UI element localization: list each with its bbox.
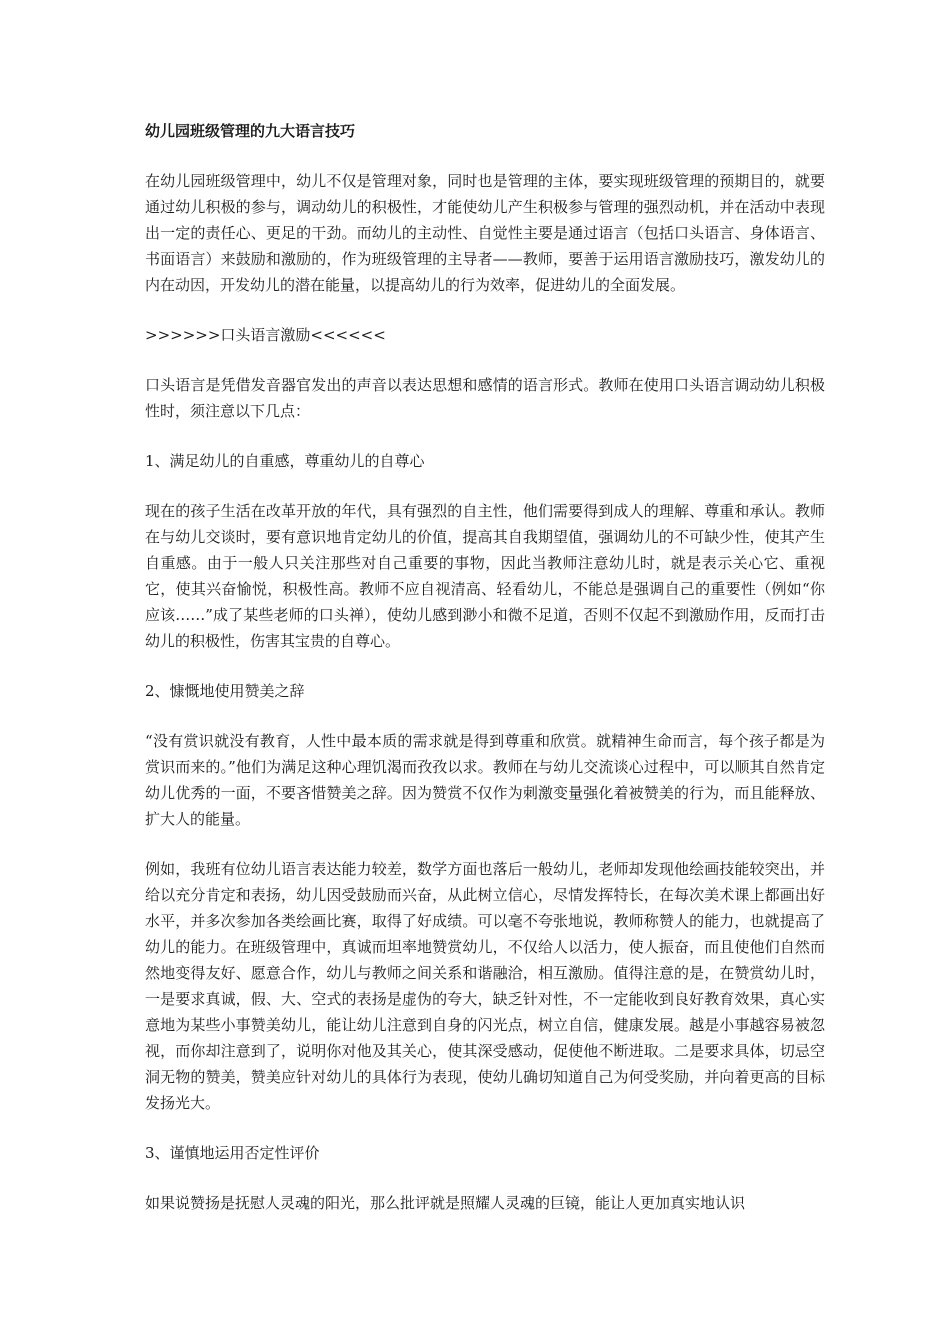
point-1-heading: 1、满足幼儿的自重感，尊重幼儿的自尊心: [145, 452, 425, 470]
point-1-paragraph: 现在的孩子生活在改革开放的年代，具有强烈的自主性，他们需要得到成人的理解、尊重和承认。教师在与幼儿交谈时，要有意识地肯定幼儿的价值，提高其自我期望值，强调幼儿的不可缺少性，使其产生自重感。由于一般人只关注那些对自己重要的事物，因此当教师注意幼儿时，就是表示关心它、重视它，使其兴奋愉悦，积极性高。教师不应自视清高、轻看幼儿，不能总是强调自己的重要性（例如“你应该……”成了某些老师的口头禅），使幼儿感到渺小和微不足道，否则不仅起不到激励作用，反而打击幼儿的积极性，伤害其宝贵的自尊心。: [145, 502, 825, 650]
section-heading-oral-language: >>>>>>口头语言激励<<<<<<: [145, 326, 386, 344]
point-3-heading: 3、谨慎地运用否定性评价: [145, 1144, 320, 1162]
point-2-paragraph-2: 例如，我班有位幼儿语言表达能力较差，数学方面也落后一般幼儿，老师却发现他绘画技能较突出，并给以充分肯定和表扬，幼儿因受鼓励而兴奋，从此树立信心，尽情发挥特长，在每次美术课上都画出好水平，并多次参加各类绘画比赛，取得了好成绩。可以毫不夸张地说，教师称赞人的能力，也就提高了幼儿的能力。在班级管理中，真诚而坦率地赞赏幼儿，不仅给人以活力，使人振奋，而且使他们自然而然地变得友好、愿意合作，幼儿与教师之间关系和谐融洽，相互激励。值得注意的是，在赞赏幼儿时，一是要求真诚，假、大、空式的表扬是虚伪的夸大，缺乏针对性，不一定能收到良好教育效果，真心实意地为某些小事赞美幼儿，能让幼儿注意到自身的闪光点，树立自信，健康发展。越是小事越容易被忽视，而你却注意到了，说明你对他及其关心，使其深受感动，促使他不断进取。二是要求具体，切忌空洞无物的赞美，赞美应针对幼儿的具体行为表现，使幼儿确切知道自己为何受奖励，并向着更高的目标发扬光大。: [145, 860, 825, 1112]
point-2-heading: 2、慷慨地使用赞美之辞: [145, 682, 305, 700]
point-3-paragraph: 如果说赞扬是抚慰人灵魂的阳光，那么批评就是照耀人灵魂的巨镜，能让人更加真实地认识: [145, 1194, 746, 1212]
intro-paragraph: 在幼儿园班级管理中，幼儿不仅是管理对象，同时也是管理的主体，要实现班级管理的预期目的，就要通过幼儿积极的参与，调动幼儿的积极性，才能使幼儿产生积极参与管理的强烈动机，并在活动中表现出一定的责任心、更足的干劲。而幼儿的主动性、自觉性主要是通过语言（包括口头语言、身体语言、书面语言）来鼓励和激励的，作为班级管理的主导者——教师，要善于运用语言激励技巧，激发幼儿的内在动因，开发幼儿的潜在能量，以提高幼儿的行为效率，促进幼儿的全面发展。: [145, 172, 825, 294]
document-body: [145, 118, 825, 1240]
point-2-paragraph-1: “没有赏识就没有教育，人性中最本质的需求就是得到尊重和欣赏。就精神生命而言，每个孩子都是为赏识而来的。”他们为满足这种心理饥渴而孜孜以求。教师在与幼儿交流谈心过程中，可以顺其自然肯定幼儿优秀的一面，不要吝惜赞美之辞。因为赞赏不仅作为刺激变量强化着被赞美的行为，而且能释放、扩大人的能量。: [145, 732, 825, 828]
section-intro-paragraph: 口头语言是凭借发音器官发出的声音以表达思想和感情的语言形式。教师在使用口头语言调动幼儿积极性时，须注意以下几点：: [145, 376, 825, 420]
document-title: 幼儿园班级管理的九大语言技巧: [145, 122, 356, 140]
